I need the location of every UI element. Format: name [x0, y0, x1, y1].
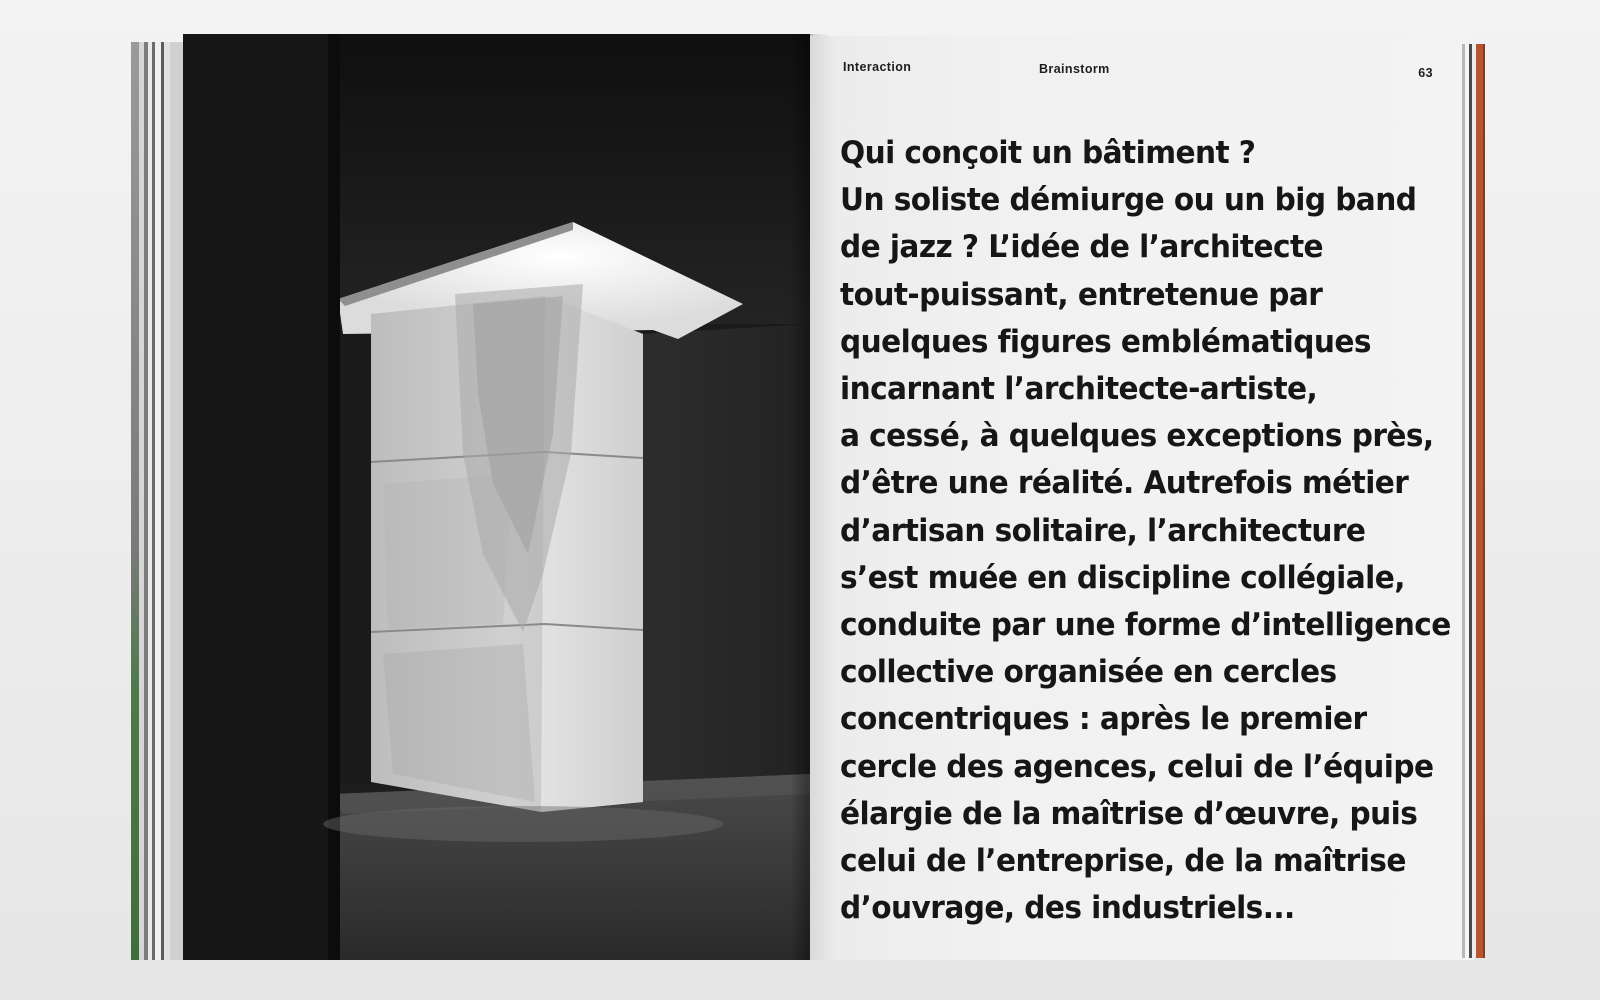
body-line: Qui conçoit un bâtiment ?	[840, 135, 1256, 171]
body-line: d’être une réalité. Autrefois métier	[840, 465, 1409, 502]
body-line: tout-puissant, entretenue par	[840, 276, 1323, 313]
body-line: Un soliste démiurge ou un big band	[840, 182, 1417, 219]
body-line: d’artisan solitaire, l’architecture	[840, 512, 1366, 549]
running-header	[843, 60, 1433, 80]
body-paragraph	[840, 130, 1451, 932]
body-line: a cessé, à quelques exceptions près,	[840, 418, 1434, 455]
accent-edge	[1476, 44, 1483, 958]
body-line: conduite par une forme d’intelligence	[840, 607, 1451, 644]
left-page-photo	[183, 34, 810, 960]
section-label: Interaction	[843, 60, 912, 74]
body-line: de jazz ? L’idée de l’architecte	[840, 229, 1324, 266]
right-page-edges	[1462, 44, 1496, 958]
stone-pillar-photo	[183, 34, 810, 960]
body-line: élargie de la maîtrise d’œuvre, puis	[840, 795, 1418, 832]
body-line: quelques figures emblématiques	[840, 323, 1371, 360]
article-title: Brainstorm	[1039, 62, 1110, 76]
body-line: concentriques : après le premier	[840, 701, 1367, 738]
body-line: incarnant l’architecte-artiste,	[840, 371, 1318, 408]
page-number: 63	[1418, 66, 1433, 80]
body-line: s’est muée en discipline collégiale,	[840, 559, 1405, 596]
body-line: collective organisée en cercles	[840, 654, 1337, 691]
body-line: celui de l’entreprise, de la maîtrise	[840, 843, 1406, 880]
body-line: cercle des agences, celui de l’équipe	[840, 748, 1434, 785]
body-line: d’ouvrage, des industriels...	[840, 890, 1295, 927]
left-page-edges	[131, 42, 183, 960]
